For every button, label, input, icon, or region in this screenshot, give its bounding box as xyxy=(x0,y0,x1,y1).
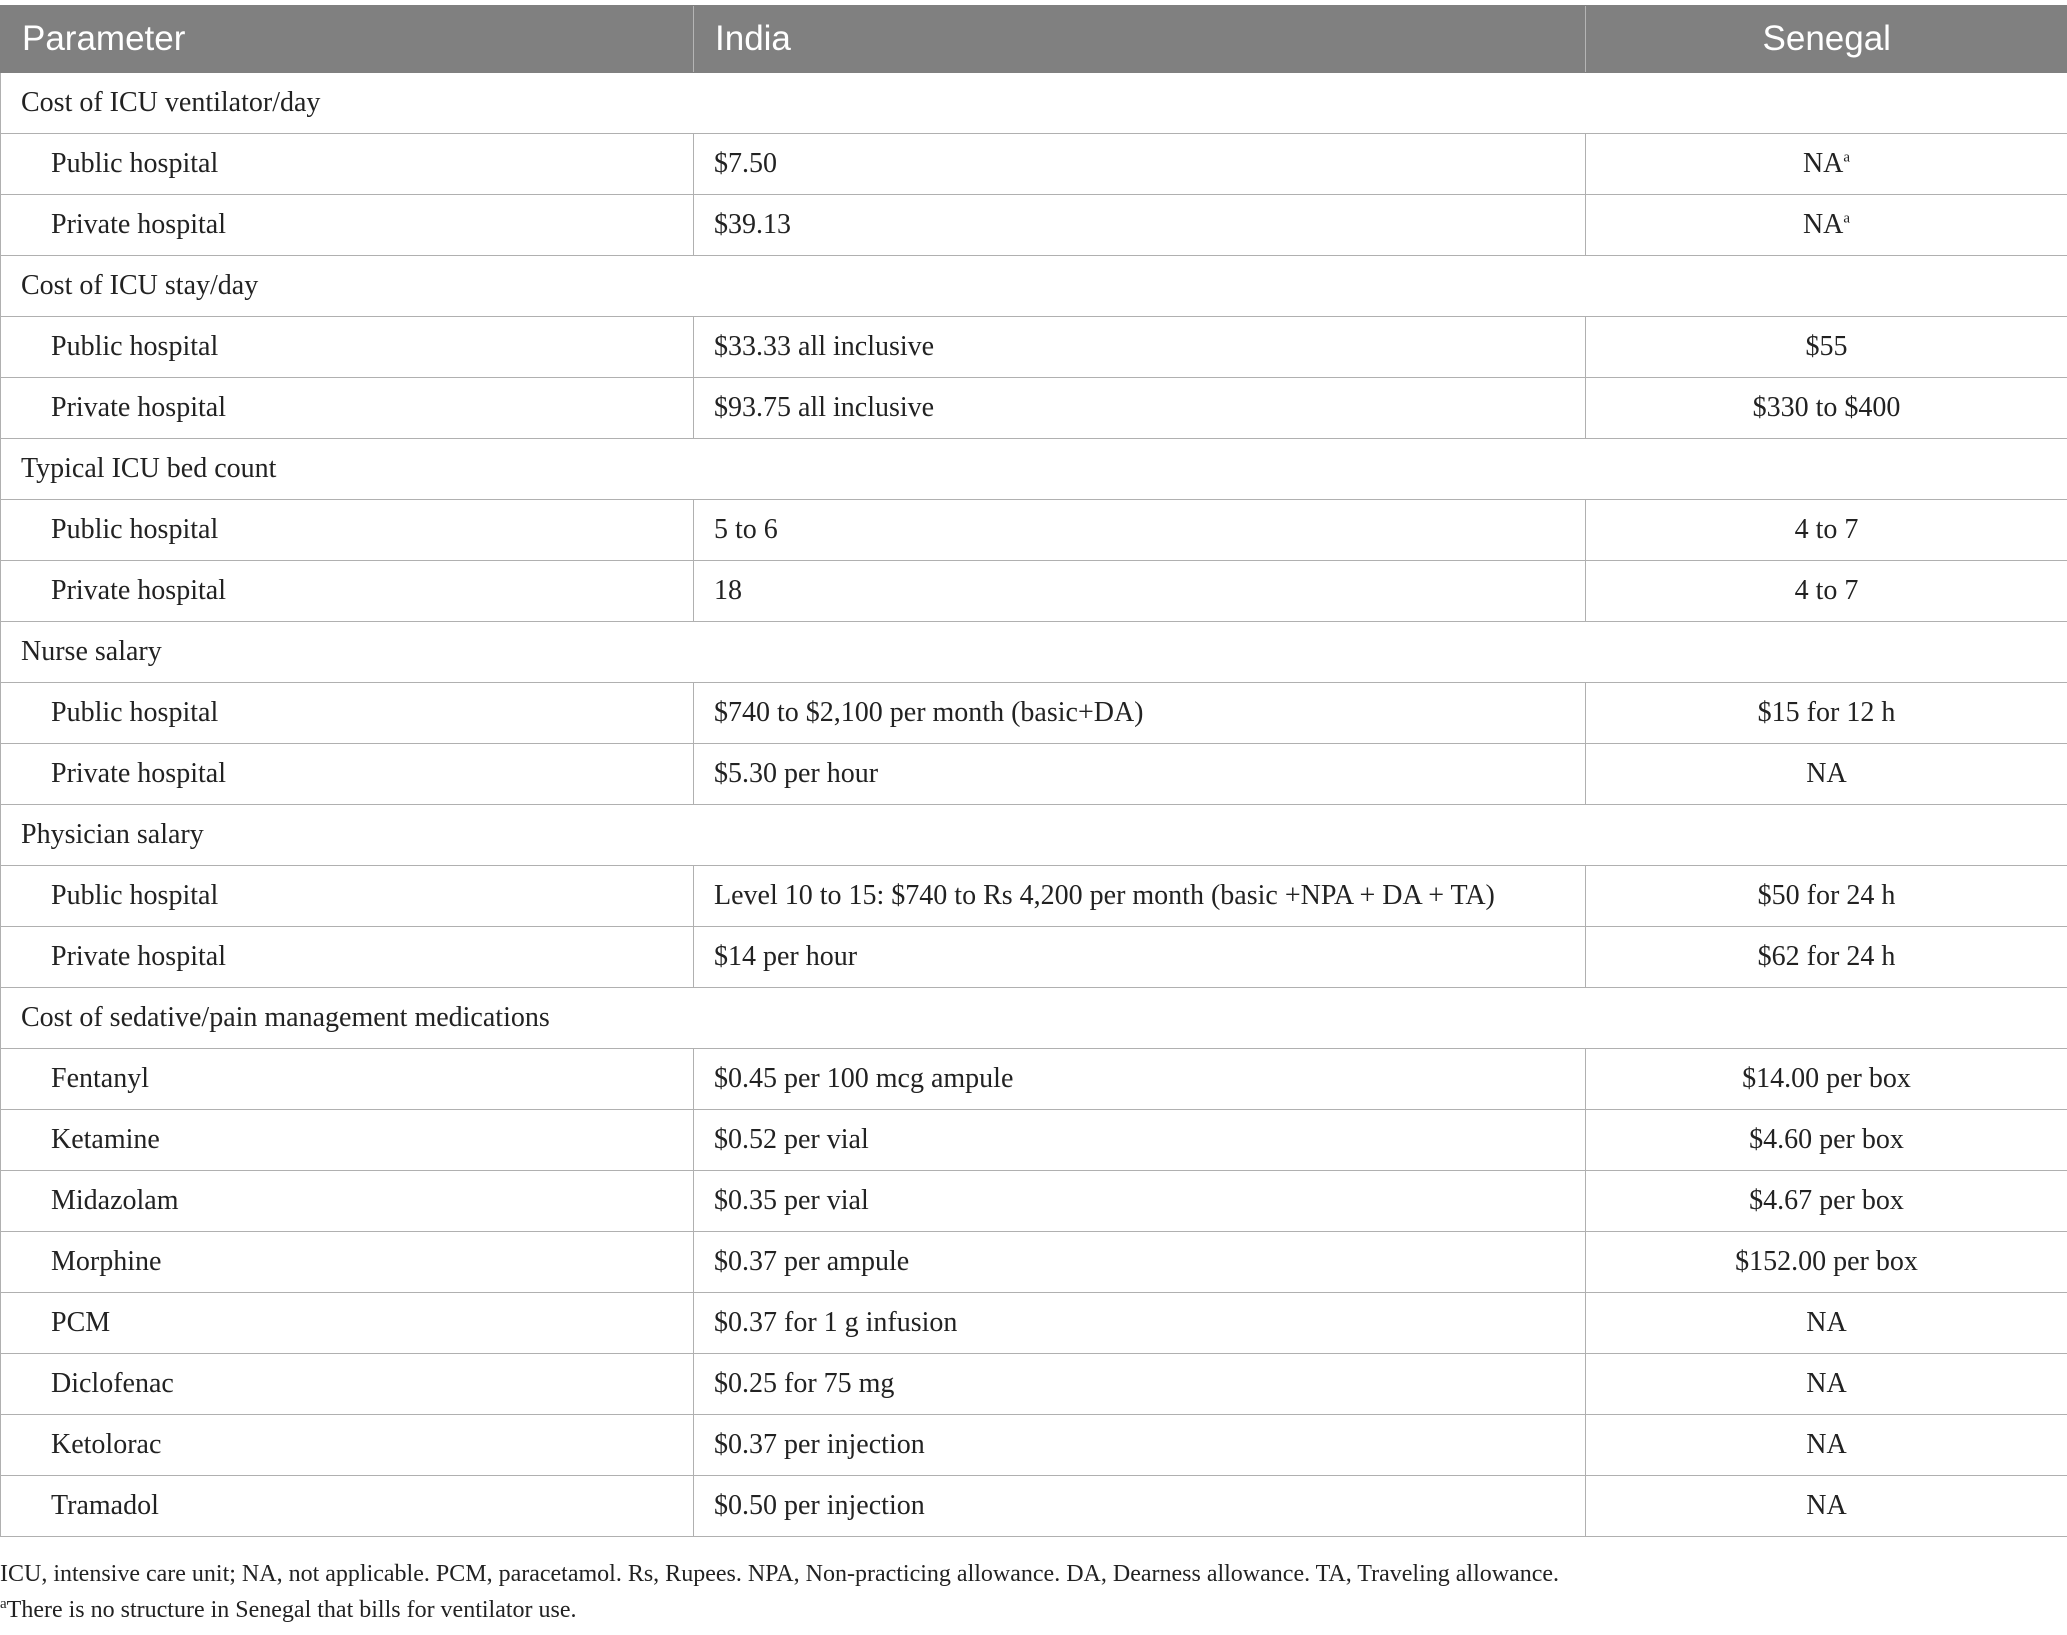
senegal-value-text: NA xyxy=(1806,1490,1847,1521)
section-row xyxy=(1,73,2067,134)
senegal-value-text: NA xyxy=(1806,1429,1847,1460)
table-row xyxy=(1,927,2067,988)
row-label: Tramadol xyxy=(1,1476,694,1537)
section-title: Physician salary xyxy=(1,805,2067,866)
india-value: $0.37 per ampule xyxy=(694,1232,1586,1293)
senegal-value xyxy=(1586,134,2067,195)
india-value: $0.25 for 75 mg xyxy=(694,1354,1586,1415)
footnote-a-text: There is no structure in Senegal that bills for ventilator use. xyxy=(6,1597,577,1623)
senegal-value xyxy=(1586,1171,2067,1232)
row-label: Ketamine xyxy=(1,1110,694,1171)
table-header xyxy=(1,6,2067,73)
senegal-value xyxy=(1586,317,2067,378)
senegal-value-text: $50 for 24 h xyxy=(1757,880,1896,911)
india-value: $7.50 xyxy=(694,134,1586,195)
row-label: Private hospital xyxy=(1,561,694,622)
row-label: Ketolorac xyxy=(1,1415,694,1476)
row-label: Public hospital xyxy=(1,134,694,195)
senegal-value-text: $330 to $400 xyxy=(1752,392,1901,423)
footnote-marker: a xyxy=(1843,149,1851,166)
senegal-value-text: $4.60 per box xyxy=(1749,1124,1904,1155)
senegal-value xyxy=(1586,378,2067,439)
table-row xyxy=(1,744,2067,805)
senegal-value xyxy=(1586,1293,2067,1354)
table-row xyxy=(1,1293,2067,1354)
table-row xyxy=(1,561,2067,622)
senegal-value xyxy=(1586,500,2067,561)
footnote-a-marker: a xyxy=(0,1596,7,1612)
row-label: Public hospital xyxy=(1,500,694,561)
section-row xyxy=(1,805,2067,866)
senegal-value xyxy=(1586,927,2067,988)
table-footnotes xyxy=(0,1556,2067,1628)
india-value: $740 to $2,100 per month (basic+DA) xyxy=(694,683,1586,744)
section-row xyxy=(1,256,2067,317)
cost-comparison-table xyxy=(0,5,2067,1537)
table-row xyxy=(1,378,2067,439)
table-row xyxy=(1,1232,2067,1293)
table-row xyxy=(1,195,2067,256)
senegal-value-text: $152.00 per box xyxy=(1735,1246,1918,1277)
table-row xyxy=(1,500,2067,561)
senegal-value-text: $55 xyxy=(1805,331,1848,362)
row-label: Private hospital xyxy=(1,378,694,439)
senegal-value xyxy=(1586,1354,2067,1415)
header-row xyxy=(1,6,2067,73)
india-value: $14 per hour xyxy=(694,927,1586,988)
row-label: Morphine xyxy=(1,1232,694,1293)
section-row xyxy=(1,439,2067,500)
row-label: Public hospital xyxy=(1,317,694,378)
senegal-value-text: $15 for 12 h xyxy=(1757,697,1896,728)
india-value: $33.33 all inclusive xyxy=(694,317,1586,378)
india-value: $5.30 per hour xyxy=(694,744,1586,805)
india-value: 18 xyxy=(694,561,1586,622)
india-value: $39.13 xyxy=(694,195,1586,256)
section-row xyxy=(1,622,2067,683)
senegal-value-text: 4 to 7 xyxy=(1794,575,1859,606)
row-label: Public hospital xyxy=(1,683,694,744)
table-row xyxy=(1,1476,2067,1537)
senegal-value xyxy=(1586,1476,2067,1537)
senegal-value-text: $4.67 per box xyxy=(1749,1185,1904,1216)
table-row xyxy=(1,134,2067,195)
senegal-value-text: NA xyxy=(1806,758,1847,789)
india-value: $93.75 all inclusive xyxy=(694,378,1586,439)
table-row xyxy=(1,683,2067,744)
table-row xyxy=(1,1171,2067,1232)
header-india: India xyxy=(694,6,1586,73)
table-row xyxy=(1,1354,2067,1415)
header-parameter: Parameter xyxy=(1,6,694,73)
senegal-value-text: $62 for 24 h xyxy=(1757,941,1896,972)
table-row xyxy=(1,1415,2067,1476)
section-title: Cost of ICU stay/day xyxy=(1,256,2067,317)
senegal-value-text: $14.00 per box xyxy=(1742,1063,1911,1094)
senegal-value xyxy=(1586,1110,2067,1171)
section-title: Cost of sedative/pain management medications xyxy=(1,988,2067,1049)
footnote-a xyxy=(0,1592,2067,1628)
india-value: 5 to 6 xyxy=(694,500,1586,561)
footnote-abbreviations: ICU, intensive care unit; NA, not applicable. PCM, paracetamol. Rs, Rupees. NPA, Non-practicing allowance. DA, Dearness allowance. TA, Traveling allowance. xyxy=(0,1561,1560,1587)
senegal-value xyxy=(1586,866,2067,927)
senegal-value-text: NA xyxy=(1806,1307,1847,1338)
senegal-value xyxy=(1586,561,2067,622)
row-label: Diclofenac xyxy=(1,1354,694,1415)
senegal-value-text: NA xyxy=(1802,209,1844,240)
senegal-value-text: 4 to 7 xyxy=(1794,514,1859,545)
row-label: Private hospital xyxy=(1,744,694,805)
table-row xyxy=(1,317,2067,378)
senegal-value xyxy=(1586,1415,2067,1476)
india-value: Level 10 to 15: $740 to Rs 4,200 per month (basic +NPA + DA + TA) xyxy=(694,866,1586,927)
table-row xyxy=(1,1049,2067,1110)
senegal-value xyxy=(1586,1049,2067,1110)
senegal-value xyxy=(1586,195,2067,256)
section-row xyxy=(1,988,2067,1049)
table-row xyxy=(1,866,2067,927)
header-senegal: Senegal xyxy=(1586,6,2067,73)
footnote-marker: a xyxy=(1843,210,1851,227)
senegal-value-text: NA xyxy=(1806,1368,1847,1399)
row-label: Public hospital xyxy=(1,866,694,927)
india-value: $0.35 per vial xyxy=(694,1171,1586,1232)
row-label: PCM xyxy=(1,1293,694,1354)
senegal-value xyxy=(1586,683,2067,744)
section-title: Nurse salary xyxy=(1,622,2067,683)
india-value: $0.45 per 100 mcg ampule xyxy=(694,1049,1586,1110)
row-label: Private hospital xyxy=(1,927,694,988)
table-row xyxy=(1,1110,2067,1171)
india-value: $0.50 per injection xyxy=(694,1476,1586,1537)
table-body xyxy=(1,73,2067,1537)
section-title: Typical ICU bed count xyxy=(1,439,2067,500)
senegal-value xyxy=(1586,744,2067,805)
cost-table-container xyxy=(0,5,2067,1537)
section-title: Cost of ICU ventilator/day xyxy=(1,73,2067,134)
senegal-value xyxy=(1586,1232,2067,1293)
row-label: Private hospital xyxy=(1,195,694,256)
row-label: Midazolam xyxy=(1,1171,694,1232)
india-value: $0.37 per injection xyxy=(694,1415,1586,1476)
india-value: $0.37 for 1 g infusion xyxy=(694,1293,1586,1354)
senegal-value-text: NA xyxy=(1802,148,1844,179)
row-label: Fentanyl xyxy=(1,1049,694,1110)
india-value: $0.52 per vial xyxy=(694,1110,1586,1171)
